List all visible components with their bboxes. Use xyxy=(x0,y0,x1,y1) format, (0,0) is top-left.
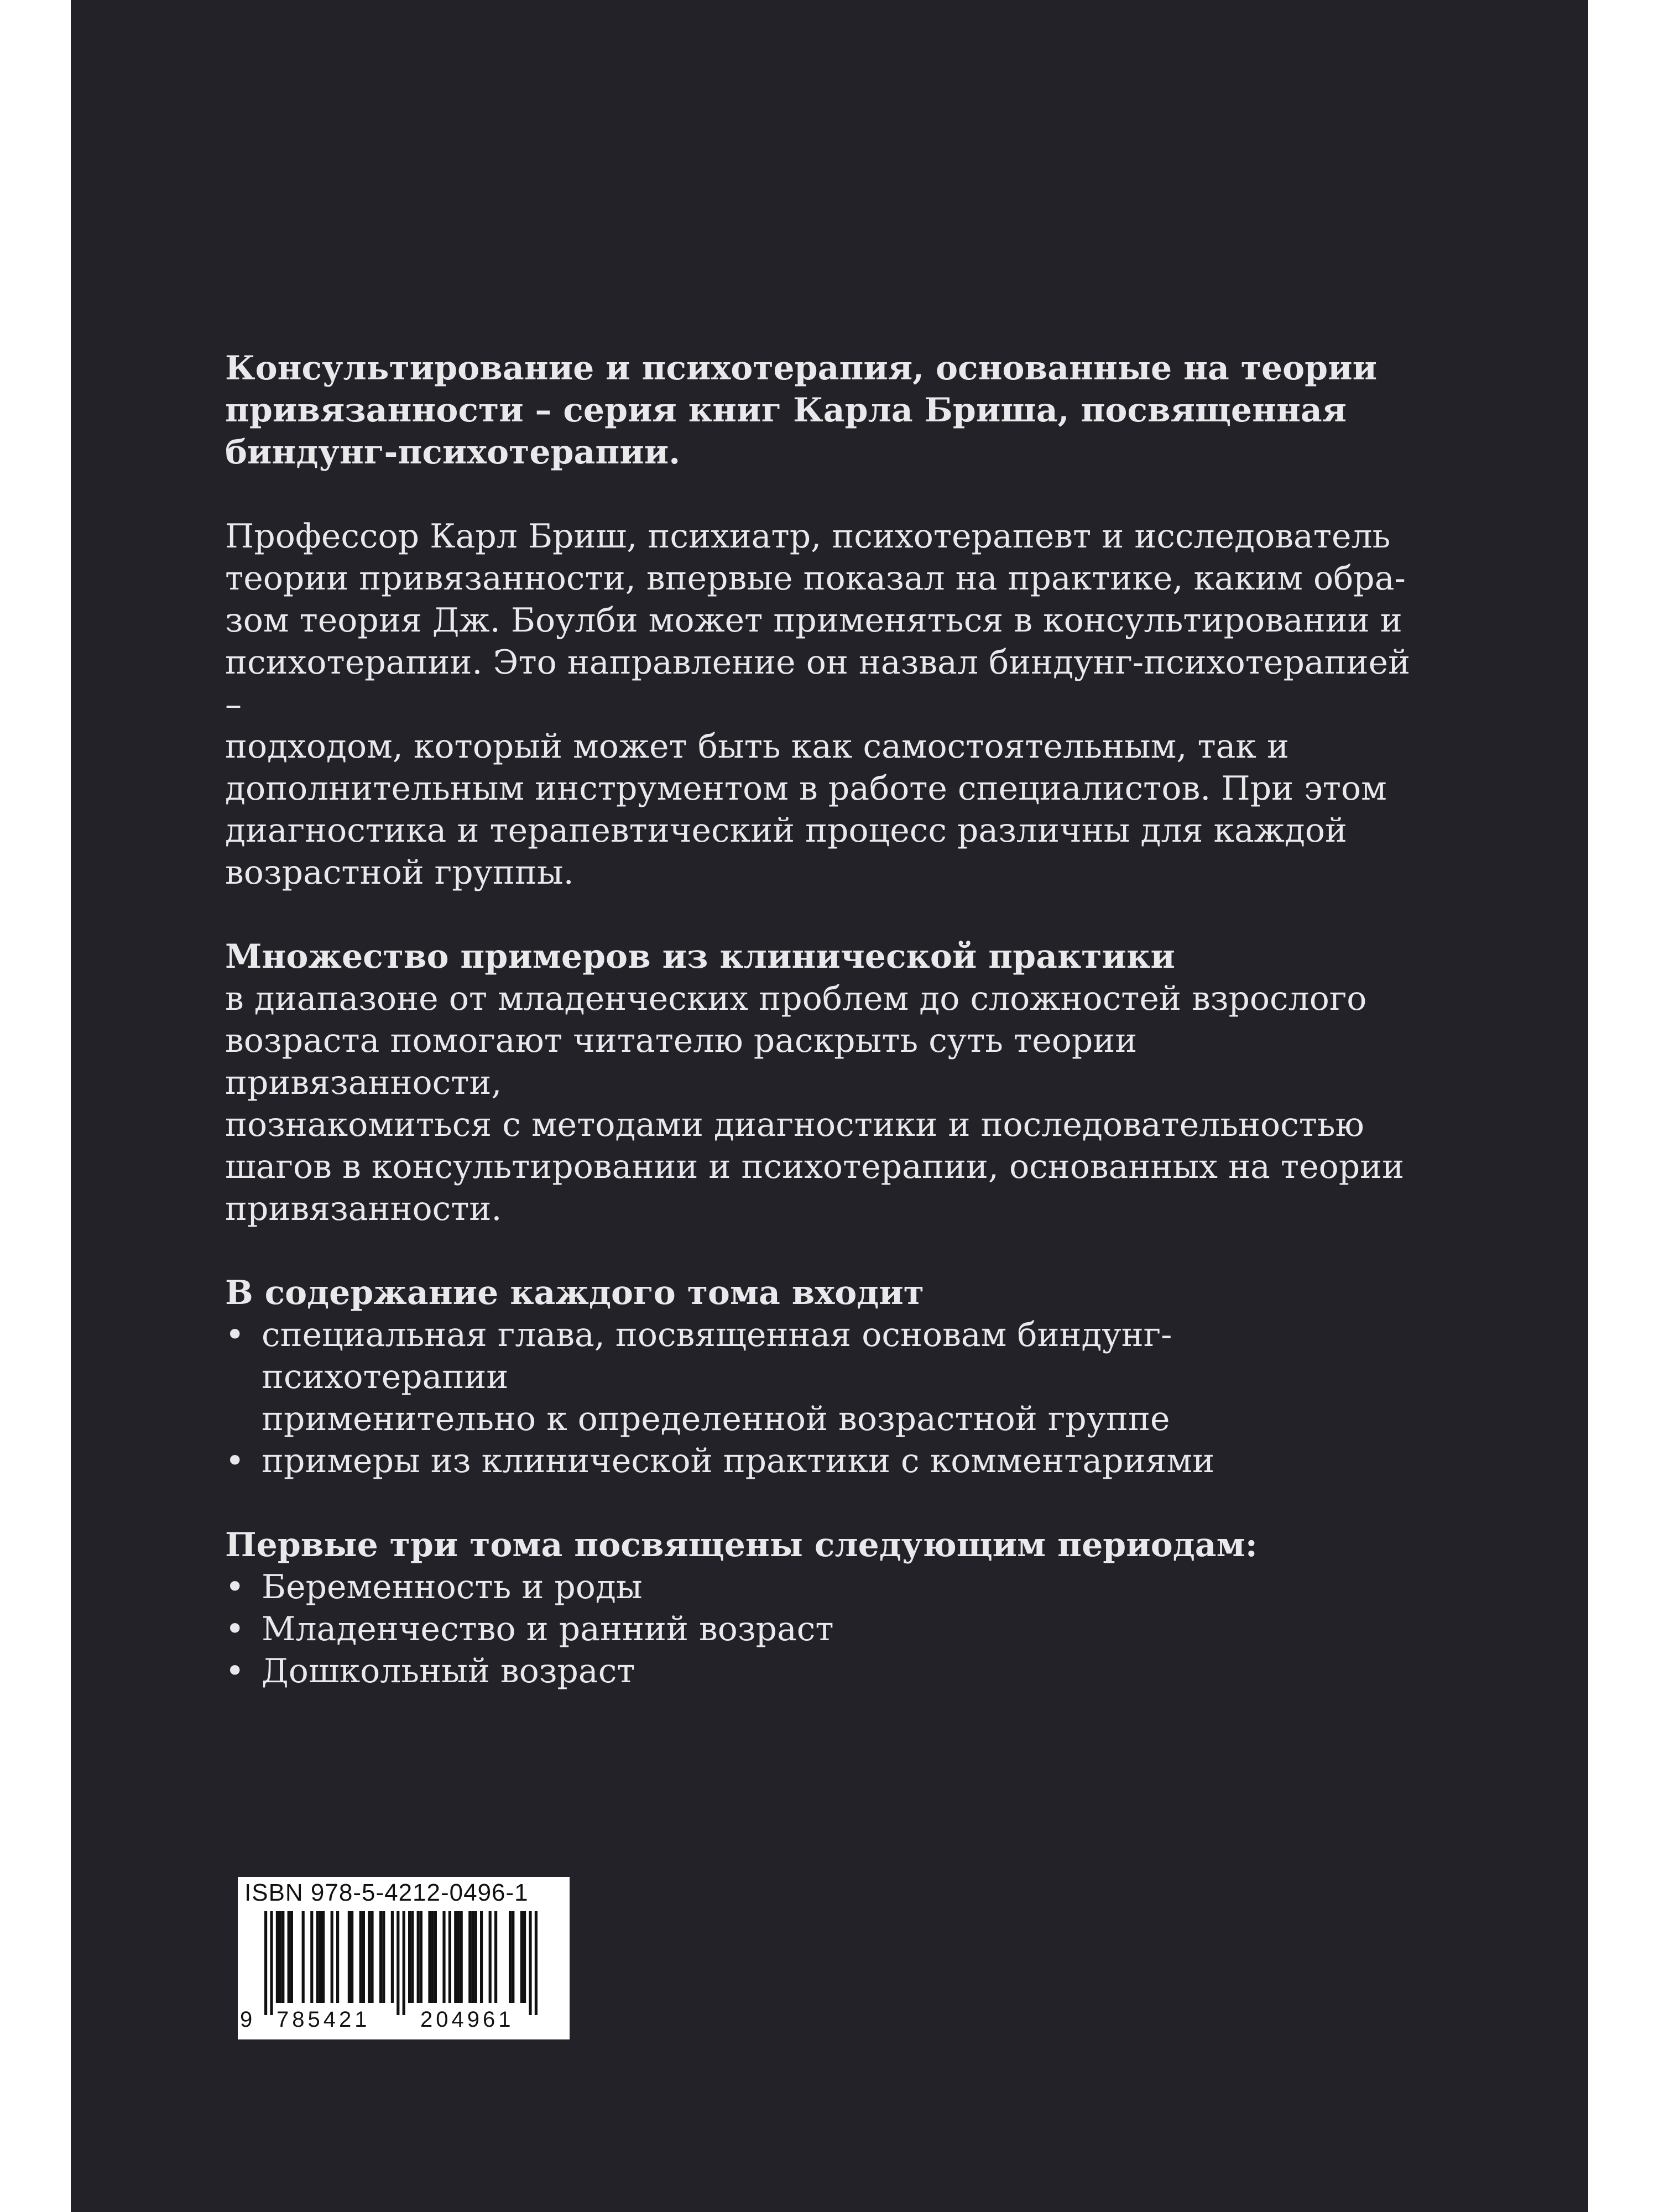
barcode-bar xyxy=(310,1911,313,2003)
barcode-bar xyxy=(397,1911,399,2015)
barcode-bar xyxy=(368,1911,371,2003)
barcode-bar xyxy=(371,1911,373,2003)
barcode-bar xyxy=(417,1911,420,2003)
list-item xyxy=(225,1314,1414,1440)
barcode-bar xyxy=(288,1911,290,2003)
intro-line: Профессор Карл Бриш, психиатр, психотерапевт и исследователь xyxy=(225,517,1391,556)
contents-heading: В содержание каждого тома входит xyxy=(225,1274,924,1312)
barcode-bar xyxy=(512,1911,514,2003)
barcode-bar xyxy=(290,1911,293,2003)
barcode-bar xyxy=(302,1911,305,2003)
barcode-bar xyxy=(471,1911,474,2003)
list-item-text: Дошкольный возраст xyxy=(262,1652,635,1691)
intro-paragraph xyxy=(225,515,1414,894)
intro-line: возрастной группы. xyxy=(225,853,574,892)
barcode-bar xyxy=(442,1911,445,2003)
list-item xyxy=(225,1566,1414,1608)
barcode-bar xyxy=(351,1911,353,2003)
isbn-label: ISBN 978-5-4212-0496-1 xyxy=(244,1879,529,1906)
list-item-line: примеры из клинической практики с комментариями xyxy=(262,1442,1215,1480)
barcode-bar xyxy=(316,1911,319,2003)
bullet-mark: • xyxy=(225,1652,245,1691)
ean-right-group: 204961 xyxy=(420,2007,514,2032)
list-item xyxy=(225,1608,1414,1650)
barcode-bar xyxy=(434,1911,437,2003)
lead-line: Консультирование и психотерапия, основанные на теории xyxy=(225,349,1378,388)
barcode-bar xyxy=(457,1911,460,2003)
barcode-bar xyxy=(509,1911,512,2003)
barcode-bar xyxy=(276,1911,279,2003)
bullet-mark: • xyxy=(225,1568,245,1606)
examples-line: шагов в консультировании и психотерапии, основанных на теории xyxy=(225,1147,1405,1186)
barcode-bar xyxy=(270,1911,273,2015)
barcode-bar xyxy=(468,1911,471,2003)
list-item-line: применительно к определенной возрастной группе xyxy=(262,1400,1170,1438)
cover-text xyxy=(225,347,1414,1692)
barcode-bar xyxy=(359,1911,362,2003)
barcode-bar xyxy=(403,1911,405,2015)
barcode-bar xyxy=(523,1911,526,2003)
list-item-text: Младенчество и ранний возраст xyxy=(262,1610,834,1648)
list-item-line: специальная глава, посвященная основам биндунг-психотерапии xyxy=(262,1316,1172,1396)
examples-heading: Множество примеров из клинической практики xyxy=(225,937,1175,976)
barcode-bar xyxy=(336,1911,339,2003)
barcode-bar xyxy=(281,1911,284,2003)
examples-line: познакомиться с методами диагностики и последовательностью xyxy=(225,1105,1364,1144)
examples-line: в диапазоне от младенческих проблем до сложностей взрослого xyxy=(225,979,1367,1018)
barcode-bar xyxy=(494,1911,497,2003)
list-item-text: Беременность и роды xyxy=(262,1568,643,1606)
intro-line: психотерапии. Это направление он назвал биндунг-психотерапией – xyxy=(225,643,1411,724)
barcode-bars xyxy=(254,1911,553,2016)
barcode-bar xyxy=(382,1911,385,2003)
barcode-bar xyxy=(411,1911,414,2003)
intro-line: теории привязанности, впервые показал на практике, каким обра- xyxy=(225,559,1406,598)
list-item xyxy=(225,1650,1414,1692)
ean-left-group: 785421 xyxy=(276,2007,371,2032)
lead-line: привязанности – серия книг Карла Бриша, посвященная xyxy=(225,391,1347,430)
barcode-bar xyxy=(279,1911,281,2003)
barcode-bar xyxy=(264,1911,267,2015)
barcode-bar xyxy=(391,1911,394,2003)
bullet-mark: • xyxy=(225,1610,245,1648)
barcode-bar xyxy=(322,1911,325,2003)
barcode-bar xyxy=(408,1911,411,2003)
isbn-barcode xyxy=(238,1877,570,2039)
volumes-heading: Первые три тома посвящены следующим периодам: xyxy=(225,1526,1258,1564)
examples-line: возраста помогают читателю раскрыть суть теории привязанности, xyxy=(225,1021,1138,1102)
barcode-bar xyxy=(535,1911,538,2015)
barcode-bar xyxy=(348,1911,351,2003)
barcode-bar xyxy=(319,1911,322,2003)
examples-paragraph xyxy=(225,978,1414,1230)
volumes-list xyxy=(225,1566,1414,1692)
list-item xyxy=(225,1440,1414,1482)
lead-paragraph xyxy=(225,347,1414,473)
barcode-bar xyxy=(362,1911,365,2003)
intro-line: зом теория Дж. Боулби может применяться в консультировании и xyxy=(225,601,1402,640)
intro-line: дополнительным инструментом в работе специалистов. При этом xyxy=(225,769,1387,808)
intro-line: диагностика и терапевтический процесс различны для каждой xyxy=(225,811,1348,850)
intro-line: подходом, который может быть как самостоятельным, так и xyxy=(225,727,1289,766)
bullet-mark: • xyxy=(225,1442,245,1480)
bullet-mark: • xyxy=(225,1316,245,1354)
barcode-bar xyxy=(474,1911,477,2003)
barcode-bar xyxy=(454,1911,457,2003)
barcode-bar xyxy=(431,1911,434,2003)
barcode-bar xyxy=(428,1911,431,2003)
contents-list xyxy=(225,1314,1414,1482)
barcode-bar xyxy=(529,1911,531,2015)
barcode-bar xyxy=(480,1911,483,2003)
barcode-bar xyxy=(420,1911,422,2003)
barcode-bar xyxy=(379,1911,382,2003)
lead-line: биндунг-психотерапии. xyxy=(225,433,681,472)
ean-first-digit: 9 xyxy=(240,2007,253,2032)
barcode-bar xyxy=(489,1911,492,2003)
barcode-bar xyxy=(520,1911,523,2003)
barcode-bar xyxy=(448,1911,451,2003)
examples-line: привязанности. xyxy=(225,1190,502,1228)
barcode-bar xyxy=(331,1911,333,2003)
barcode-bar xyxy=(460,1911,463,2003)
